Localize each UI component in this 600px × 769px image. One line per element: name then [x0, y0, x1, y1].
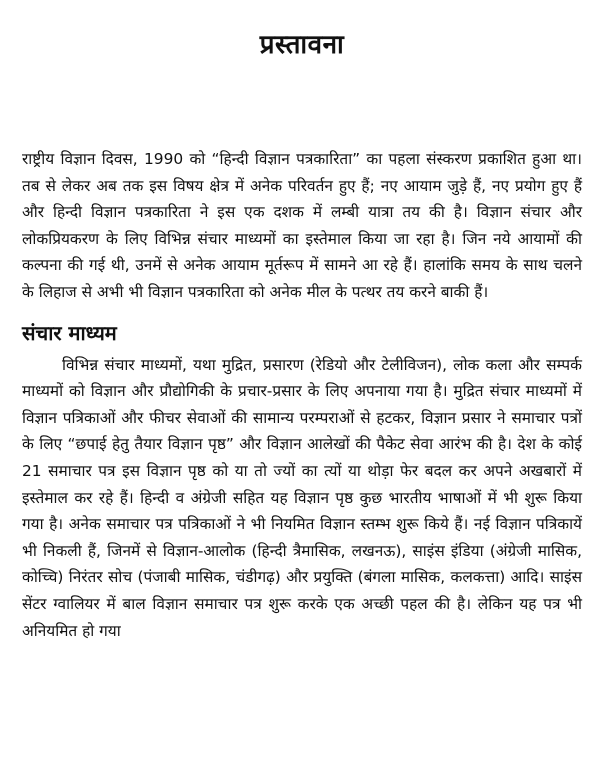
section-heading: संचार माध्यम	[22, 320, 117, 345]
section-paragraph: विभिन्न संचार माध्यमों, यथा मुद्रित, प्रसारण (रेडियो और टेलीविजन), लोक कला और सम्पर्क माध्यमों को विज्ञान और प्रौद्योगिकी के प्रचार-प्रसार के लिए अपनाया गया है। मुद्रित संचार माध्यमों में विज्ञान पत्रिकाओं और फीचर सेवाओं की सामान्य परम्पराओं से हटकर, विज्ञान प्रसार ने समाचार पत्रों के लिए “छपाई हेतु तैयार विज्ञान पृष्ठ” और विज्ञान आलेखों की पैकेट सेवा आरंभ की है। देश के कोई 21 समाचार पत्र इस विज्ञान पृष्ठ को या तो ज्यों का त्यों या थोड़ा फेर बदल कर अपने अखबारों में इस्तेमाल कर रहे हैं। हिन्दी व अंग्रेजी सहित यह विज्ञान पृष्ठ कुछ भारतीय भाषाओं में भी शुरू किया गया है। अनेक समाचार पत्र पत्रिकाओं ने भी नियमित विज्ञान स्तम्भ शुरू किये हैं। नई विज्ञान पत्रिकायें भी निकली हैं, जिनमें से विज्ञान-आलोक (हिन्दी त्रैमासिक, लखनऊ), साइंस इंडिया (अंग्रेजी मासिक, कोच्चि) निरंतर सोच (पंजाबी मासिक, चंडीगढ़) और प्रयुक्ति (बंगला मासिक, कलकत्ता) आदि। साइंस सेंटर ग्वालियर में बाल विज्ञान समाचार पत्र शुरू करके एक अच्छी पहल की है। लेकिन यह पत्र भी अनियमित हो गया	[22, 355, 582, 640]
intro-paragraph: राष्ट्रीय विज्ञान दिवस, 1990 को “हिन्दी विज्ञान पत्रकारिता” का पहला संस्करण प्रकाशित हुआ था। तब से लेकर अब तक इस विषय क्षेत्र में अनेक परिवर्तन हुए हैं; नए आयाम जुड़े हैं, नए प्रयोग हुए हैं और हिन्दी विज्ञान पत्रकारिता ने इस एक दशक में लम्बी यात्रा तय की है। विज्ञान संचार और लोकप्रियकरण के लिए विभिन्न संचार माध्यमों का इस्तेमाल किया जा रहा है। जिन नये आयामों की कल्पना की गई थी, उनमें से अनेक आयाम मूर्तरूप में सामने आ रहे हैं। हालांकि समय के साथ चलने के लिहाज से अभी भी विज्ञान पत्रकारिता को अनेक मील के पत्थर तय करने बाकी हैं।	[22, 150, 582, 301]
page-title: प्रस्तावना	[259, 30, 345, 60]
